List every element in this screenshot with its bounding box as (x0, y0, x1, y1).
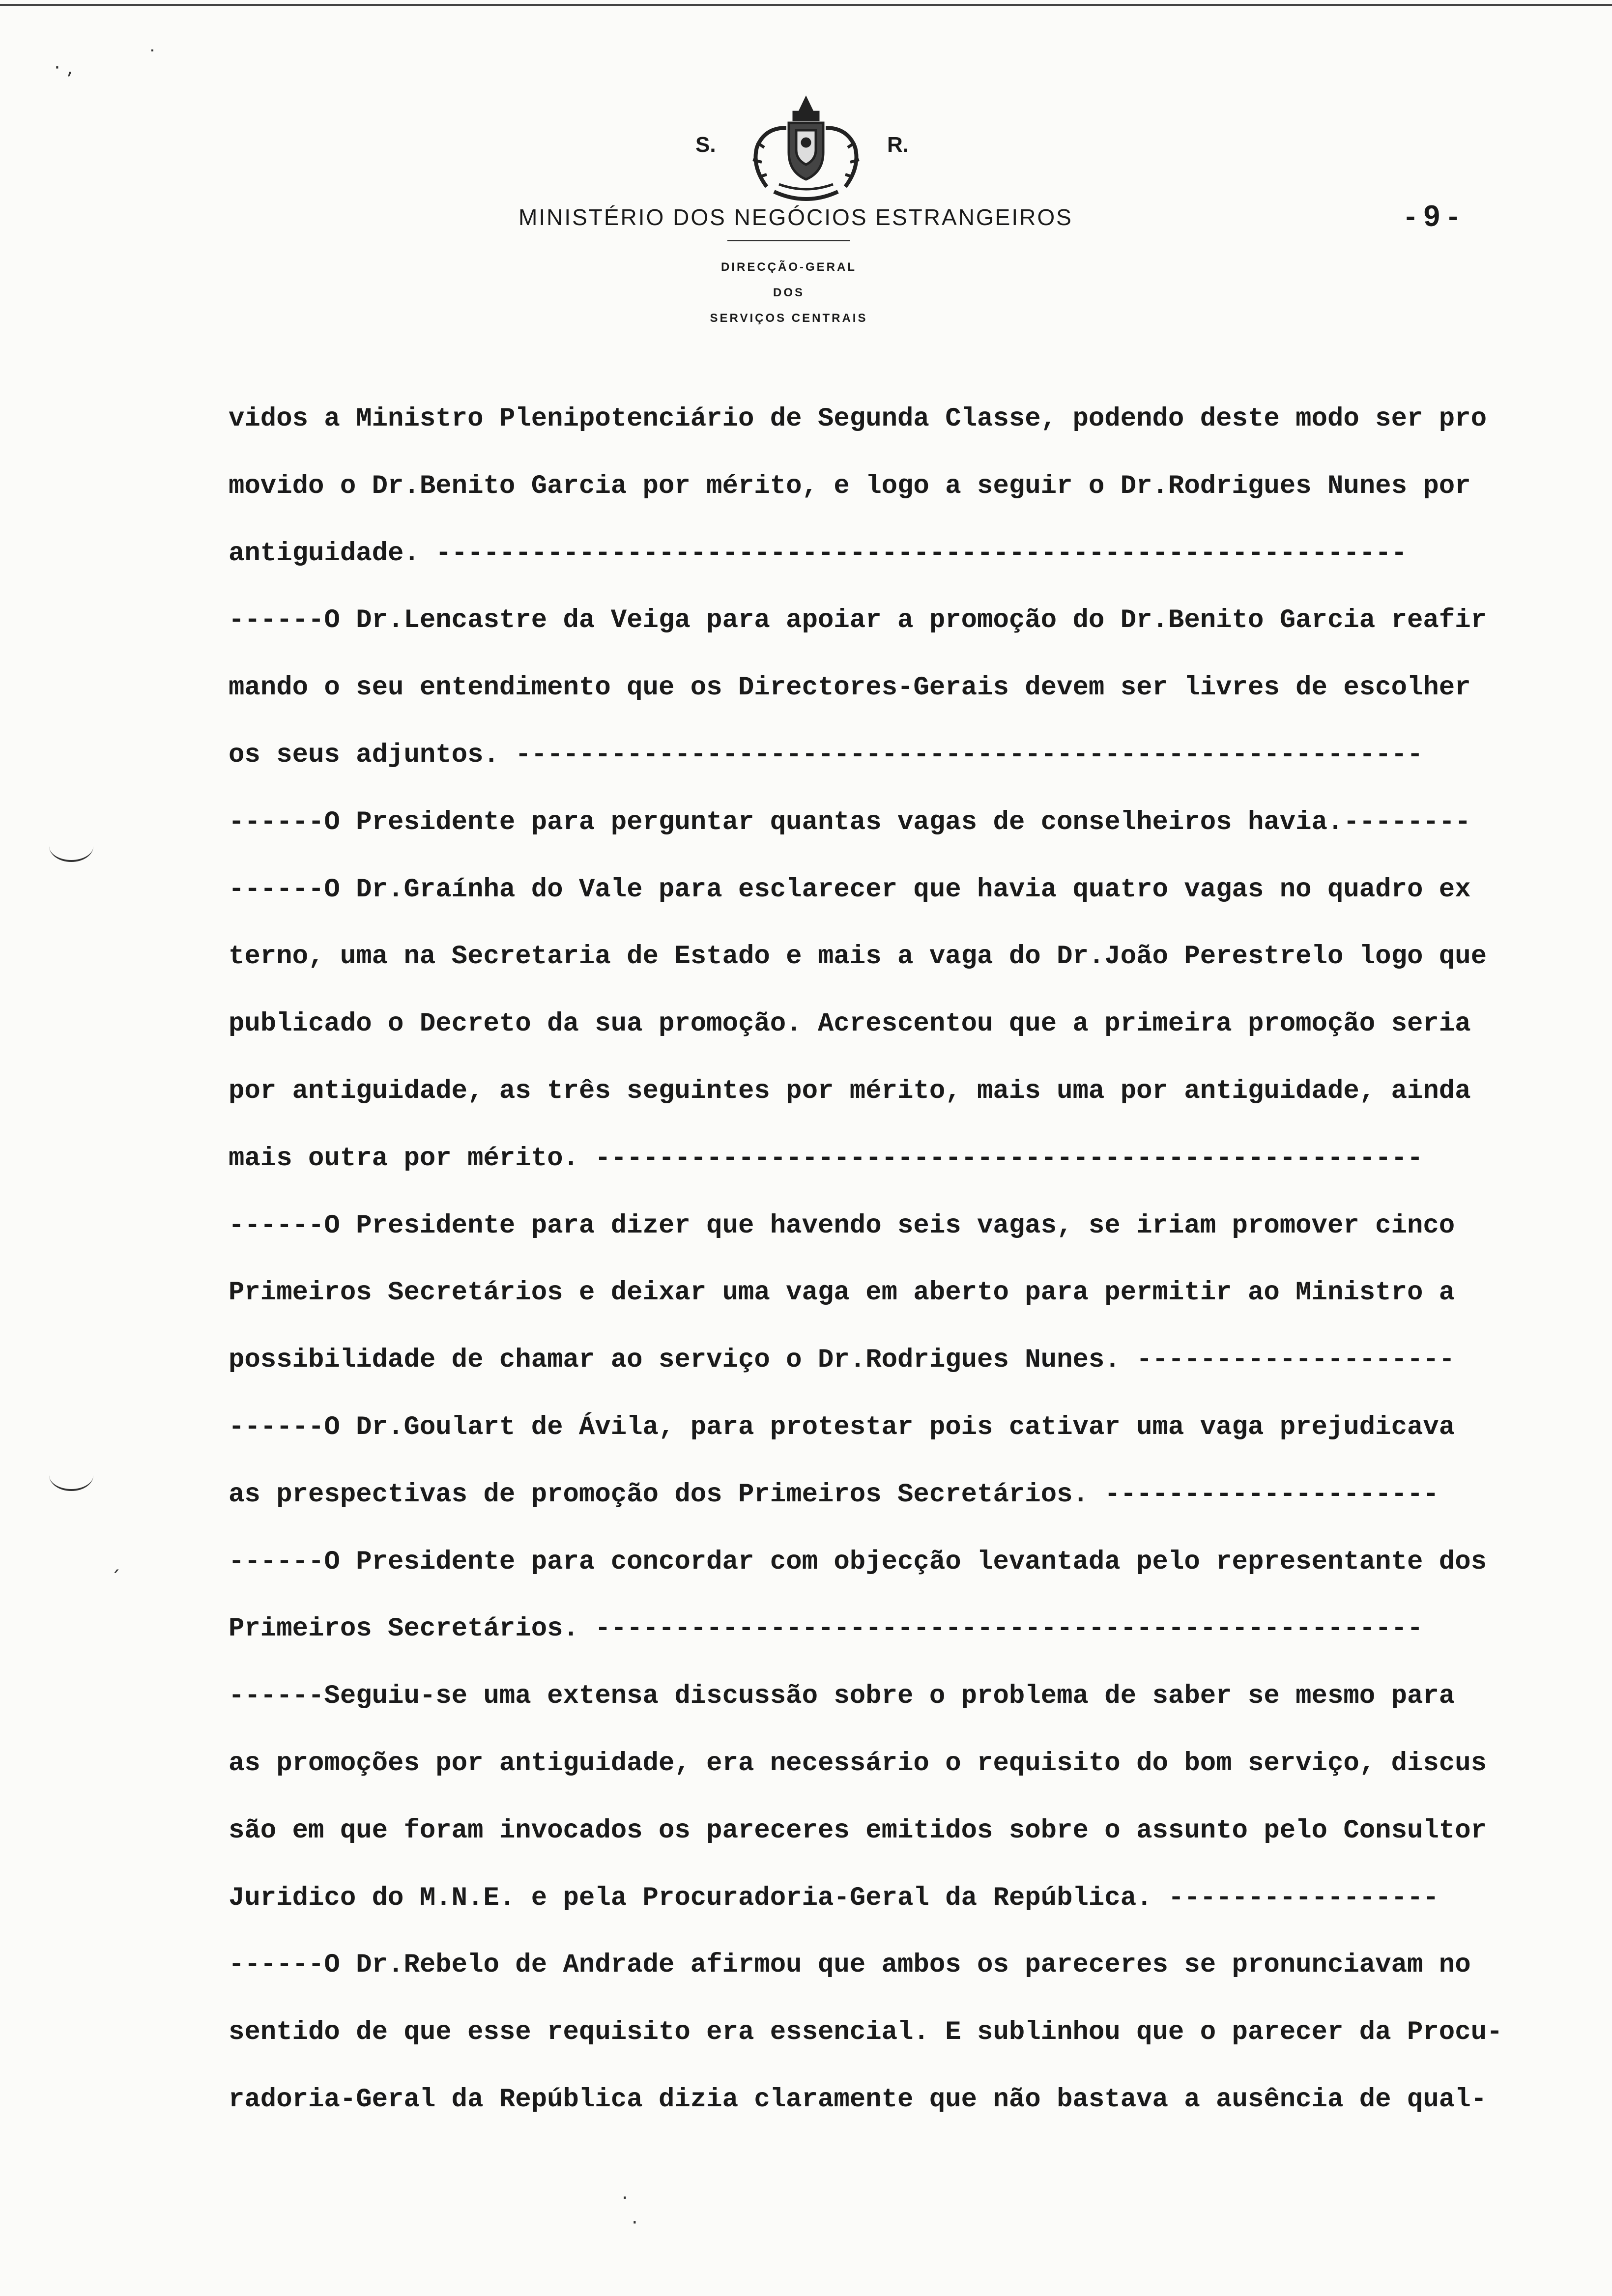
text-line: publicado o Decreto da sua promoção. Acrescentou que a primeira promoção seria (229, 1009, 1471, 1039)
hole-punch-mark (49, 831, 93, 862)
text-line: possibilidade de chamar ao serviço o Dr.Rodrigues Nunes. -------------------- (229, 1345, 1455, 1376)
text-line: são em que foram invocados os pareceres emitidos sobre o assunto pelo Consultor (229, 1815, 1487, 1846)
ministry-name: MINISTÉRIO DOS NEGÓCIOS ESTRANGEIROS (518, 204, 1073, 230)
department-line-3: SERVIÇOS CENTRAIS (710, 312, 868, 325)
text-line: terno, uma na Secretaria de Estado e mais a vaga do Dr.João Perestrelo logo que (229, 942, 1487, 972)
department-line-1: DIRECÇÃO-GERAL (721, 260, 857, 274)
text-line: vidos a Ministro Plenipotenciário de Segunda Classe, podendo deste modo ser pro (229, 404, 1487, 434)
hole-punch-mark (49, 1460, 93, 1491)
text-line: ------O Dr.Lencastre da Veiga para apoiar a promoção do Dr.Benito Garcia reafir (229, 605, 1487, 636)
scan-mark: ˙ (147, 47, 157, 69)
letterhead-right-initial: R. (887, 133, 909, 157)
text-line: Juridico do M.N.E. e pela Procuradoria-Geral da República. ----------------- (229, 1883, 1439, 1913)
text-line: ------O Presidente para perguntar quantas vagas de conselheiros havia.-------- (229, 807, 1471, 837)
text-line: movido o Dr.Benito Garcia por mérito, e logo a seguir o Dr.Rodrigues Nunes por (229, 471, 1471, 501)
page-number: - 9 - (1406, 200, 1458, 232)
top-edge-line (0, 4, 1612, 6)
text-line: mando o seu entendimento que os Directores-Gerais devem ser livres de escolher (229, 673, 1471, 703)
scan-mark: · (622, 2187, 628, 2210)
letterhead-left-initial: S. (695, 133, 716, 157)
text-line: as prespectivas de promoção dos Primeiros Secretários. --------------------- (229, 1479, 1439, 1510)
text-line: por antiguidade, as três seguintes por mérito, mais uma por antiguidade, ainda (229, 1076, 1471, 1106)
text-line: radoria-Geral da República dizia claramente que não bastava a ausência de qual- (229, 2084, 1487, 2115)
text-line: ------O Dr.Rebelo de Andrade afirmou que ambos os pareceres se pronunciavam no (229, 1950, 1471, 1980)
header-rule (727, 240, 850, 241)
text-line: mais outra por mérito. ---------------------------------------------------- (229, 1143, 1423, 1174)
text-line: ------O Presidente para dizer que havendo seis vagas, se iriam promover cinco (229, 1210, 1455, 1241)
text-line: os seus adjuntos. --------------------------------------------------------- (229, 740, 1423, 770)
scan-mark: · (632, 2211, 638, 2234)
text-line: ------Seguiu-se uma extensa discussão sobre o problema de saber se mesmo para (229, 1681, 1455, 1712)
scan-mark: ˊ (111, 1568, 120, 1590)
department-line-2: DOS (773, 286, 805, 299)
coat-of-arms-icon (745, 93, 867, 206)
scan-mark: · , (54, 57, 73, 79)
text-line: ------O Dr.Graínha do Vale para esclarecer que havia quatro vagas no quadro ex (229, 874, 1471, 905)
minutes-body (229, 386, 1528, 2134)
text-line: sentido de que esse requisito era essencial. E sublinhou que o parecer da Procu- (229, 2017, 1503, 2048)
text-line: ------O Presidente para concordar com objecção levantada pelo representante dos (229, 1547, 1487, 1577)
text-line: Primeiros Secretários e deixar uma vaga em aberto para permitir ao Ministro a (229, 1278, 1455, 1308)
text-line: as promoções por antiguidade, era necessário o requisito do bom serviço, discus (229, 1748, 1487, 1779)
text-line: ------O Dr.Goulart de Ávila, para protestar pois cativar uma vaga prejudicava (229, 1412, 1455, 1442)
text-line: antiguidade. ------------------------------------------------------------- (229, 538, 1407, 569)
text-line: Primeiros Secretários. ---------------------------------------------------- (229, 1614, 1423, 1644)
